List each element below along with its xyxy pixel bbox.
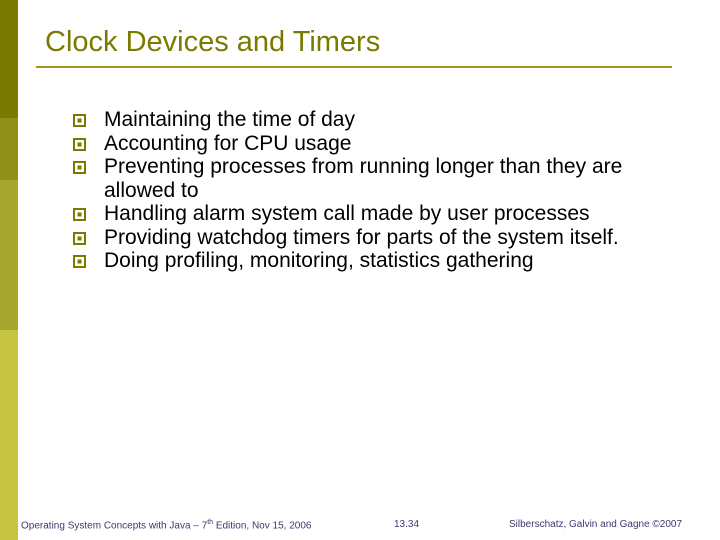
bullet-item <box>70 202 690 226</box>
sidebar-segment <box>0 180 18 330</box>
sidebar-segment <box>0 330 18 540</box>
hollow-square-icon <box>73 114 86 127</box>
bullet-text: Providing watchdog timers for parts of the system itself. <box>104 225 619 249</box>
bullet-text: Preventing processes from running longer than they are allowed to <box>104 155 623 202</box>
hollow-square-icon <box>73 255 86 268</box>
bullet-text: Doing profiling, monitoring, statistics gathering <box>104 249 534 272</box>
bullet-text: Maintaining the time of day <box>104 108 355 131</box>
hollow-square-icon <box>73 232 86 245</box>
title-divider <box>36 66 672 68</box>
footer-edition-suffix: th <box>207 519 214 526</box>
sidebar-decoration <box>0 0 18 540</box>
footer-copyright: Silberschatz, Galvin and Gagne ©2007 <box>509 519 683 530</box>
hollow-square-icon <box>73 208 86 221</box>
bullet-item <box>70 108 690 132</box>
bullet-item <box>70 249 690 273</box>
hollow-square-icon <box>73 138 86 151</box>
bullet-text: Accounting for CPU usage <box>104 131 352 155</box>
hollow-square-icon <box>73 161 86 174</box>
bullet-item <box>70 226 690 250</box>
page-number: 13.34 <box>394 519 420 530</box>
footer-course-title: Operating System Concepts with Java – 7 <box>21 520 208 532</box>
bullet-item <box>70 132 690 156</box>
footer-edition-date: Edition, Nov 15, 2006 <box>213 520 312 532</box>
bullet-text: Handling alarm system call made by user processes <box>104 202 590 225</box>
slide-title: Clock Devices and Timers <box>45 26 381 58</box>
bullet-list <box>70 108 690 273</box>
footer-course-info <box>21 519 311 531</box>
sidebar-segment <box>0 118 18 180</box>
bullet-item <box>70 155 690 202</box>
sidebar-segment <box>0 0 18 118</box>
